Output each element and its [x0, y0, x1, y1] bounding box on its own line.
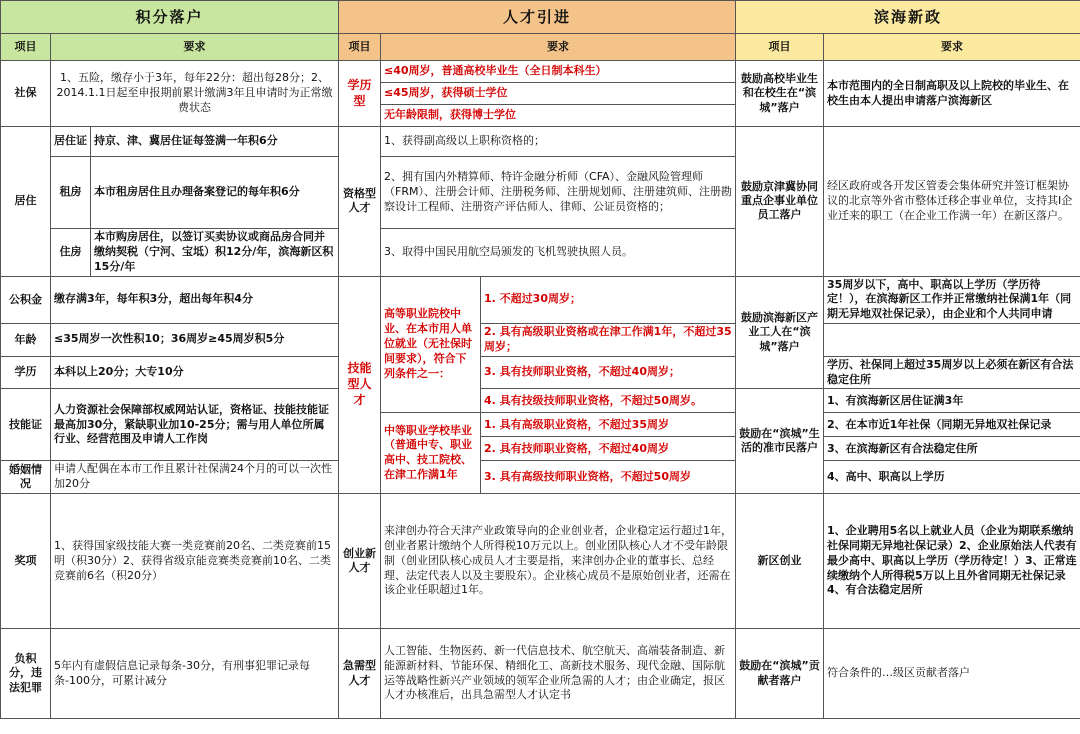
header-section-points: 积分落户: [1, 1, 339, 34]
talent-skill-label: 技能型人才: [339, 276, 381, 494]
binhai-req-4c: 3、在滨海新区有合法稳定住所: [824, 437, 1080, 461]
binhai-req-4a: 1、有滨海新区居住证满3年: [824, 389, 1080, 413]
binhai-item-3: 鼓励滨海新区产业工人在“滨城”落户: [736, 276, 824, 389]
binhai-req-1: 本市范围内的全日制高职及以上院校的毕业生、在校生由本人提出申请落户滨海新区: [824, 61, 1080, 127]
talent-secondary-vocational-req-2: 2. 具有技师职业资格，不超过40周岁: [481, 437, 736, 461]
points-age-req: ≤35周岁一次性积10；36周岁≥45周岁积5分: [51, 324, 339, 357]
binhai-req-2: 经区政府或各开发区管委会集体研究并签订框架协议的北京等外省市整体迁移企事业单位，支持其Ⅰ企业迁来的职工（在企业工作满一年）在新区落户。: [824, 127, 1080, 277]
binhai-item-5: 新区创业: [736, 494, 824, 629]
col-item-header: 项目: [339, 34, 381, 61]
points-award-req: 1、获得国家级技能大赛一类竞赛前20名、二类竞赛前15明（积30分）2、获得省级京能竞赛类竞赛前10名、二类竞赛前6名（积20分）: [51, 494, 339, 629]
binhai-req-3a: 35周岁以下，高中、职高以上学历（学历待定！），在滨海新区工作并正常缴纳社保满1年（同期无异地双社保记录），由企业和个人共同申请: [824, 276, 1080, 324]
talent-higher-vocational-req-4: 4. 具有技级技师职业资格，不超过50周岁。: [481, 389, 736, 413]
talent-higher-vocational-req-2: 2. 具有高级职业资格或在津工作满1年，不超过35周岁；: [481, 324, 736, 357]
talent-higher-vocational-req-3: 3. 具有技师职业资格，不超过40周岁；: [481, 356, 736, 389]
header-section-binhai: 滨海新政: [736, 1, 1080, 34]
points-housing-fund-req: 缴存满3年，每年积3分，超出每年积4分: [51, 276, 339, 324]
binhai-req-4b: 2、在本市近1年社保（同期无异地双社保记录: [824, 413, 1080, 437]
binhai-req-6: 符合条件的…级区贡献者落户: [824, 629, 1080, 719]
talent-qualification-req-3: 3、取得中国民用航空局颁发的飞机驾驶执照人员。: [381, 229, 736, 277]
col-item-header: 项目: [736, 34, 824, 61]
col-req-header: 要求: [51, 34, 339, 61]
points-marriage-req: 申请人配偶在本市工作且累计社保满24个月的可以一次性加20分: [51, 461, 339, 494]
binhai-item-2: 鼓励京津冀协同重点企事业单位员工落户: [736, 127, 824, 277]
points-housing-req: 本市购房居住，以签订买卖协议或商品房合同并缴纳契税（宁河、宝坻）积12分/年，滨海新区积15分/年: [91, 229, 339, 277]
talent-higher-vocational: 高等职业院校中业、在本市用人单位就业（无社保时间要求），符合下列条件之一：: [381, 276, 481, 413]
talent-startup-req: 来津创办符合天津产业政策导向的企业创业者，企业稳定运行超过1年，创业者累计缴纳个人所得税10万元以上。创业团队核心人才不受年龄限制（创业团队核心成员人才主要是指，来津创办企业的董事长、总经理、法定代表人以及主要股东）。企业核心成员不是原始创业者，还需在该企业任职超过1年。: [381, 494, 736, 629]
col-req-header: 要求: [381, 34, 736, 61]
points-residence-permit-label: 居住证: [51, 127, 91, 157]
points-skill-cert-req: 人力资源社会保障部权威网站认证，资格证、技能技能证最高加30分，紧缺职业加10-25分；需与用人单位所属行业、经营范围及申请人工作岗: [51, 389, 339, 461]
talent-startup-label: 创业新人才: [339, 494, 381, 629]
points-age-label: 年龄: [1, 324, 51, 357]
talent-urgent-label: 急需型人才: [339, 629, 381, 719]
header-section-talent: 人才引进: [339, 1, 736, 34]
binhai-item-1: 鼓励高校毕业生和在校生在“滨城”落户: [736, 61, 824, 127]
col-req-header: 要求: [824, 34, 1080, 61]
binhai-item-4: 鼓励在“滨城”生活的准市民落户: [736, 389, 824, 494]
points-negative-req: 5年内有虚假信息记录每条-30分，有刑事犯罪记录每条-100分，可累计减分: [51, 629, 339, 719]
talent-qualification-req-1: 1、获得副高级以上职称资格的；: [381, 127, 736, 157]
binhai-req-5: 1、企业聘用5名以上就业人员（企业为期联系缴纳社保同期无异地社保记录）2、企业原始法人代表有最少高中、职高以上学历（学历待定！）3、正常连续缴纳个人所得税5万以上且外省同期无社保记录4、有合法稳定居所: [824, 494, 1080, 629]
points-skill-cert-label: 技能证: [1, 389, 51, 461]
points-negative-label: 负积分，违法犯罪: [1, 629, 51, 719]
talent-urgent-req: 人工智能、生物医药、新一代信息技术、航空航天、高端装备制造、新能源新材料、节能环保、精细化工、高新技术服务、现代金融、国际航运等战略性新兴产业领域的领军企业所急需的人才；由企业确定，报区人才办核准后，出具急需型人才认定书: [381, 629, 736, 719]
points-award-label: 奖项: [1, 494, 51, 629]
points-education-req: 本科以上20分；大专10分: [51, 356, 339, 389]
col-item-header: 项目: [1, 34, 51, 61]
talent-degree-req-3: 无年龄限制，获得博士学位: [381, 105, 736, 127]
talent-qualification-label: 资格型人才: [339, 127, 381, 277]
points-social-security-req: 1、五险，缴存小于3年，每年22分：超出每28分；2、2014.1.1日起至申报期前累计缴满3年且申请时为正常缴费状态: [51, 61, 339, 127]
talent-secondary-vocational: 中等职业学校毕业（普通中专、职业高中、技工院校、在津工作满1年: [381, 413, 481, 494]
talent-degree-label: 学历型: [339, 61, 381, 127]
points-residence-label: 居住: [1, 127, 51, 277]
binhai-req-3b: 学历、社保同上超过35周岁以上必须在新区有合法稳定住所: [824, 356, 1080, 389]
points-housing-fund-label: 公积金: [1, 276, 51, 324]
points-marriage-label: 婚姻情况: [1, 461, 51, 494]
talent-secondary-vocational-req-3: 3. 具有高级技师职业资格，不超过50周岁: [481, 461, 736, 494]
points-education-label: 学历: [1, 356, 51, 389]
points-housing-label: 住房: [51, 229, 91, 277]
points-rental-req: 本市租房居住且办理备案登记的每年积6分: [91, 157, 339, 229]
points-rental-label: 租房: [51, 157, 91, 229]
talent-degree-req-2: ≤45周岁，获得硕士学位: [381, 83, 736, 105]
points-social-security-label: 社保: [1, 61, 51, 127]
talent-degree-req-1: ≤40周岁，普通高校毕业生（全日制本科生）: [381, 61, 736, 83]
talent-qualification-req-2: 2、拥有国内外精算师、特许金融分析师（CFA）、金融风险管理师（FRM）、注册会计师、注册税务师、注册规划师、注册建筑师、注册勘察设计工程师、注册资产评估师人、律师、公证员资格的；: [381, 157, 736, 229]
talent-higher-vocational-req-1: 1. 不超过30周岁；: [481, 276, 736, 324]
binhai-req-4d: 4、高中、职高以上学历: [824, 461, 1080, 494]
points-residence-permit-req: 持京、津、冀居住证每签满一年积6分: [91, 127, 339, 157]
talent-secondary-vocational-req-1: 1. 具有高级职业资格，不超过35周岁: [481, 413, 736, 437]
binhai-item-6: 鼓励在“滨城”贡献者落户: [736, 629, 824, 719]
